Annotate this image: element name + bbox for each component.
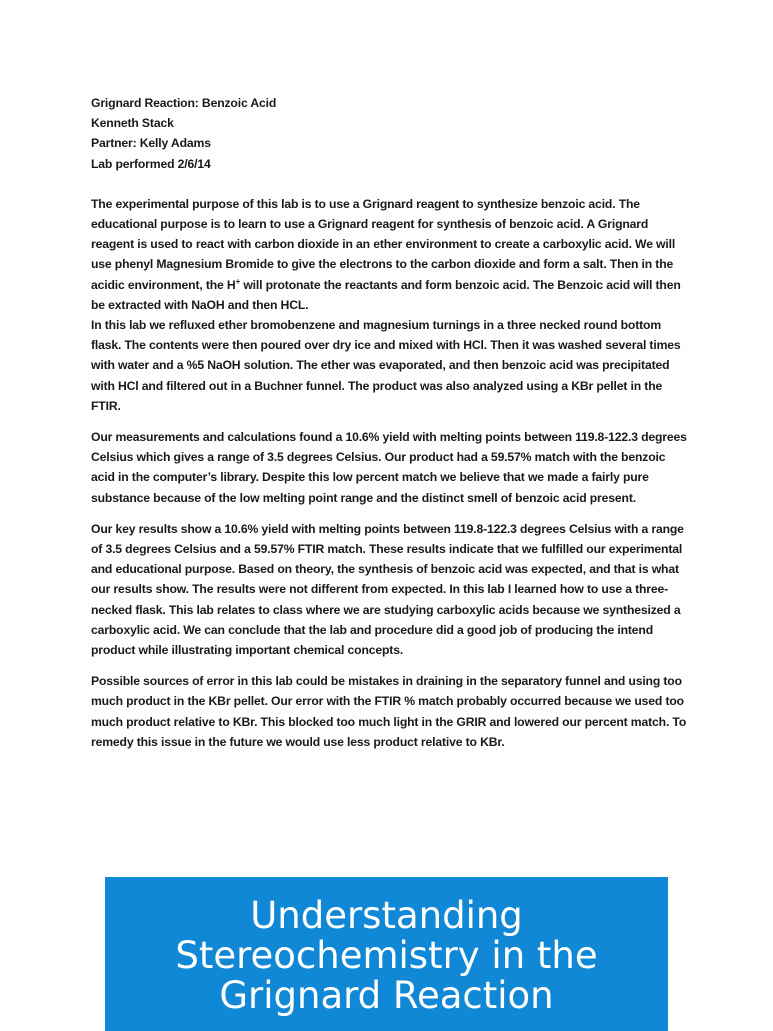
paragraph-spacer: [91, 660, 691, 671]
paragraph-spacer: [91, 508, 691, 519]
report-title: Grignard Reaction: Benzoic Acid: [91, 96, 277, 110]
article-banner[interactable]: [105, 877, 668, 1031]
report-author: Kenneth Stack: [91, 116, 174, 131]
lab-report-document: [91, 93, 691, 752]
header-spacer: [91, 174, 691, 194]
paragraph-procedure: In this lab we refluxed ether bromobenzene and magnesium turnings in a three necked round bottom flask. The contents were then poured over dry ice and mixed with HCl. Then it was washed several times with water and a %5 NaOH solution. The ether was evaporated, and then benzoic acid was precipitated with HCl and filtered out in a Buchner funnel. The product was also analyzed using a KBr pellet in the FTIR.: [91, 318, 681, 413]
report-date: Lab performed 2/6/14: [91, 156, 211, 171]
paragraph-purpose: [91, 194, 691, 315]
banner-title: Understanding Stereochemistry in the Grignard Reaction: [175, 894, 598, 1017]
paragraph-spacer: [91, 416, 691, 427]
paragraph-purpose-text-b: will protonate the reactants and form benzoic acid. The Benzoic acid will then be extracted with NaOH and then HCL.: [91, 277, 681, 312]
report-partner: Partner: Kelly Adams: [91, 136, 211, 151]
paragraph-measurements: Our measurements and calculations found a 10.6% yield with melting points between 119.8-122.3 degrees Celsius which gives a range of 3.5 degrees Celsius. Our product had a 59.57% match with the benzoic acid in the computer’s library. Despite this low percent match we believe that we made a fairly pure substance because of the low melting point range and the distinct smell of benzoic acid present.: [91, 430, 687, 505]
paragraph-results: Our key results show a 10.6% yield with melting points between 119.8-122.3 degrees Celsius with a range of 3.5 degrees Celsius and a 59.57% FTIR match. These results indicate that we fulfilled our experimental and educational purpose. Based on theory, the synthesis of benzoic acid was expected, and that is what our results show. The results were not different from expected. In this lab I learned how to use a three-necked flask. This lab relates to class where we are studying carboxylic acids because we synthesized a carboxylic acid. We can conclude that the lab and procedure did a good job of producing the intend product while illustrating important chemical concepts.: [91, 521, 684, 658]
superscript-plus: +: [235, 276, 241, 286]
paragraph-errors: Possible sources of error in this lab could be mistakes in draining in the separatory funnel and using too much product in the KBr pellet. Our error with the FTIR % match probably occurred because we used too much product relative to KBr. This blocked too much light in the GRIR and lowered our percent match. To remedy this issue in the future we would use less product relative to KBr.: [91, 674, 687, 749]
paragraph-purpose-text-a: The experimental purpose of this lab is to use a Grignard reagent to synthesize benzoic acid. The educational purpose is to learn to use a Grignard reagent for synthesis of benzoic acid. A Grignard reagent is used to react with carbon dioxide in an ether environment to create a carboxylic acid. We will use phenyl Magnesium Bromide to give the electrons to the carbon dioxide and form a salt. Then in the acidic environment, the H: [91, 196, 676, 292]
